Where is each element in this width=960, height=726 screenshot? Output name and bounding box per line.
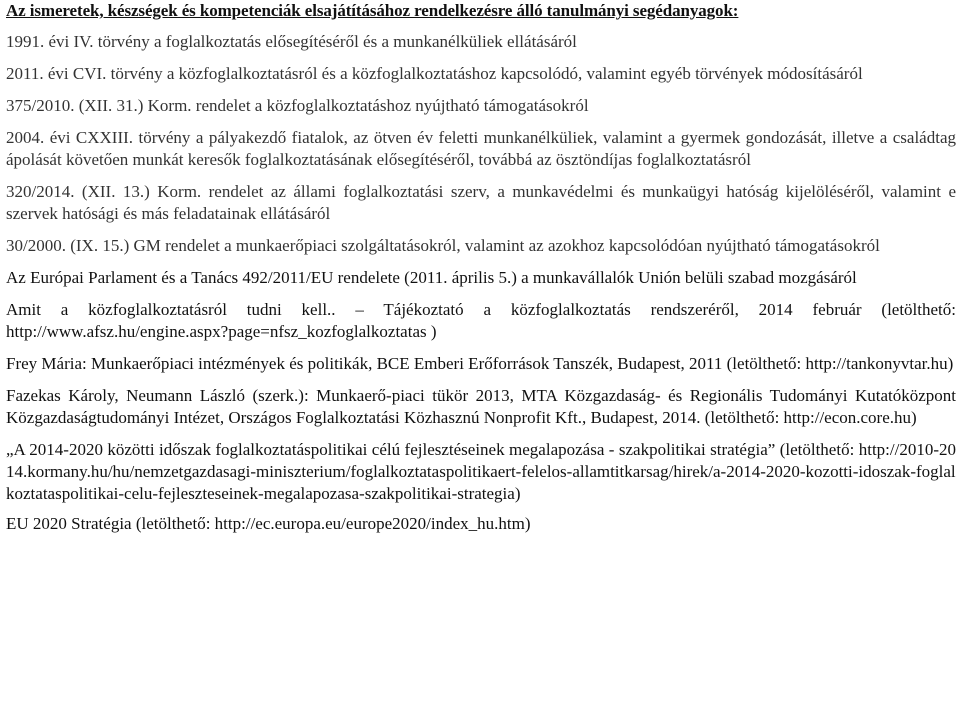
reference-item: Frey Mária: Munkaerőpiaci intézmények és politikák, BCE Emberi Erőforrások Tanszék, Budapest, 2011 (letölthető: http://tankonyvtar.hu) <box>6 354 954 373</box>
reference-item: 375/2010. (XII. 31.) Korm. rendelet a közfoglalkoztatáshoz nyújtható támogatásokról <box>6 96 589 115</box>
reference-item: 1991. évi IV. törvény a foglalkoztatás elősegítéséről és a munkanélküliek ellátásáról <box>6 32 577 51</box>
reference-item: Amit a közfoglalkoztatásról tudni kell.. – Tájékoztató a közfoglalkoztatás rendszeréről, 2014 február (letölthető: http://www.afsz.hu/engine.aspx?page=nfsz_kozfoglalkoztatas ) <box>6 300 956 341</box>
section-heading: Az ismeretek, készségek és kompetenciák elsajátításához rendelkezésre álló tanulmányi segédanyagok: <box>6 1 739 20</box>
reference-item: „A 2014-2020 közötti időszak foglalkoztatáspolitikai célú fejlesztéseinek megalapozása - szakpolitikai stratégia” (letölthető: http://2010-2014.kormany.hu/hu/nemzetgazdasagi-miniszterium/foglalkoztataspolitikaert-felelos-allamtitkarsag/hirek/a-2014-2020-kozotti-idoszak-foglalkoztataspolitikai-celu-fejleszteseinek-megalapozasa-szakpolitikai-strategia) <box>6 440 956 503</box>
reference-item: EU 2020 Stratégia (letölthető: http://ec.europa.eu/europe2020/index_hu.htm) <box>6 514 531 533</box>
reference-item: Az Európai Parlament és a Tanács 492/2011/EU rendelete (2011. április 5.) a munkavállalók Unión belüli szabad mozgásáról <box>6 268 857 287</box>
reference-item: 320/2014. (XII. 13.) Korm. rendelet az állami foglalkoztatási szerv, a munkavédelmi és munkaügyi hatóság kijelöléséről, valamint e szervek hatósági és más feladatainak ellátásáról <box>6 182 956 223</box>
reference-item: Fazekas Károly, Neumann László (szerk.): Munkaerő-piaci tükör 2013, MTA Közgazdaság- és Regionális Tudományi Kutatóközpont Közgazdaságtudományi Intézet, Országos Foglalkoztatási Közhasznú Nonprofit Kft., Budapest, 2014. (letölthető: http://econ.core.hu) <box>6 386 956 427</box>
reference-item: 2011. évi CVI. törvény a közfoglalkoztatásról és a közfoglalkoztatáshoz kapcsolódó, valamint egyéb törvények módosításáról <box>6 64 863 83</box>
reference-item: 30/2000. (IX. 15.) GM rendelet a munkaerőpiaci szolgáltatásokról, valamint az azokhoz kapcsolódóan nyújtható támogatásokról <box>6 236 880 255</box>
document-page <box>6 0 956 535</box>
reference-item: 2004. évi CXXIII. törvény a pályakezdő fiatalok, az ötven év feletti munkanélküliek, valamint a gyermek gondozását, illetve a családtag ápolását követően munkát keresők foglalkoztatásának elősegítéséről, továbbá az ösztöndíjas foglalkoztatásról <box>6 128 956 169</box>
